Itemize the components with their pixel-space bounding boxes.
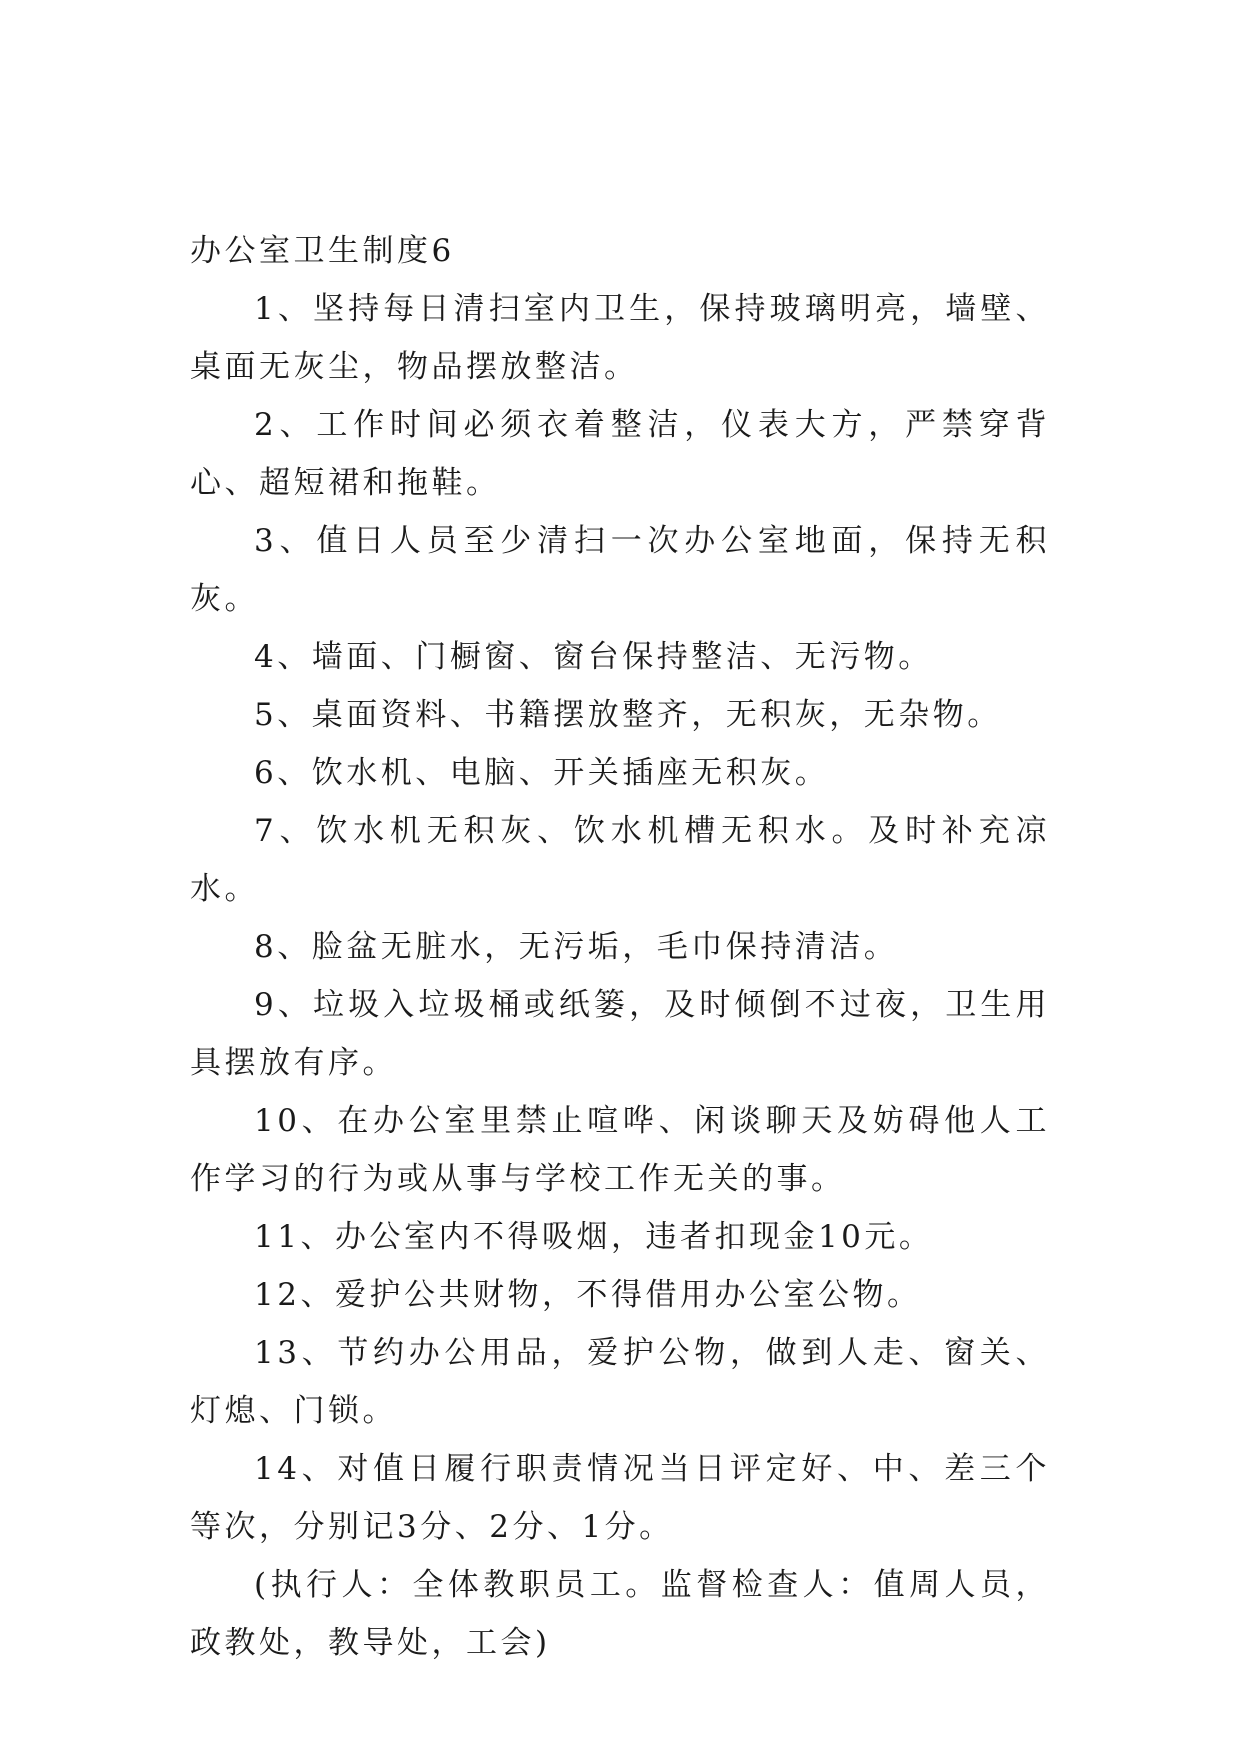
paragraph-6: 6、饮水机、电脑、开关插座无积灰。 xyxy=(254,755,830,791)
paragraph-7: 7、饮水机无积灰、饮水机槽无积水。及时补充凉水。 xyxy=(190,813,1050,907)
document-body xyxy=(190,222,1050,1672)
paragraph-12: 12、爱护公共财物，不得借用办公室公物。 xyxy=(254,1277,922,1313)
paragraph-8: 8、脸盆无脏水，无污垢，毛巾保持清洁。 xyxy=(254,929,899,965)
paragraph-2: 2、工作时间必须衣着整洁，仪表大方，严禁穿背心、超短裙和拖鞋。 xyxy=(190,407,1050,501)
paragraph-14: 14、对值日履行职责情况当日评定好、中、差三个等次，分别记3分、2分、1分。 xyxy=(190,1451,1050,1545)
paragraph-note: (执行人：全体教职员工。监督检查人：值周人员，政教处，教导处，工会) xyxy=(190,1567,1050,1661)
paragraph-3: 3、值日人员至少清扫一次办公室地面，保持无积灰。 xyxy=(190,523,1050,617)
paragraph-5: 5、桌面资料、书籍摆放整齐，无积灰，无杂物。 xyxy=(254,697,1002,733)
document-title: 办公室卫生制度6 xyxy=(190,233,455,269)
paragraph-9: 9、垃圾入垃圾桶或纸篓，及时倾倒不过夜，卫生用具摆放有序。 xyxy=(190,987,1050,1081)
paragraph-13: 13、节约办公用品，爱护公物，做到人走、窗关、灯熄、门锁。 xyxy=(190,1335,1050,1429)
paragraph-10: 10、在办公室里禁止喧哗、闲谈聊天及妨碍他人工作学习的行为或从事与学校工作无关的事。 xyxy=(190,1103,1050,1197)
paragraph-4: 4、墙面、门橱窗、窗台保持整洁、无污物。 xyxy=(254,639,933,675)
paragraph-1: 1、坚持每日清扫室内卫生，保持玻璃明亮，墙壁、桌面无灰尘，物品摆放整洁。 xyxy=(190,291,1050,385)
paragraph-11: 11、办公室内不得吸烟，违者扣现金10元。 xyxy=(254,1219,934,1255)
